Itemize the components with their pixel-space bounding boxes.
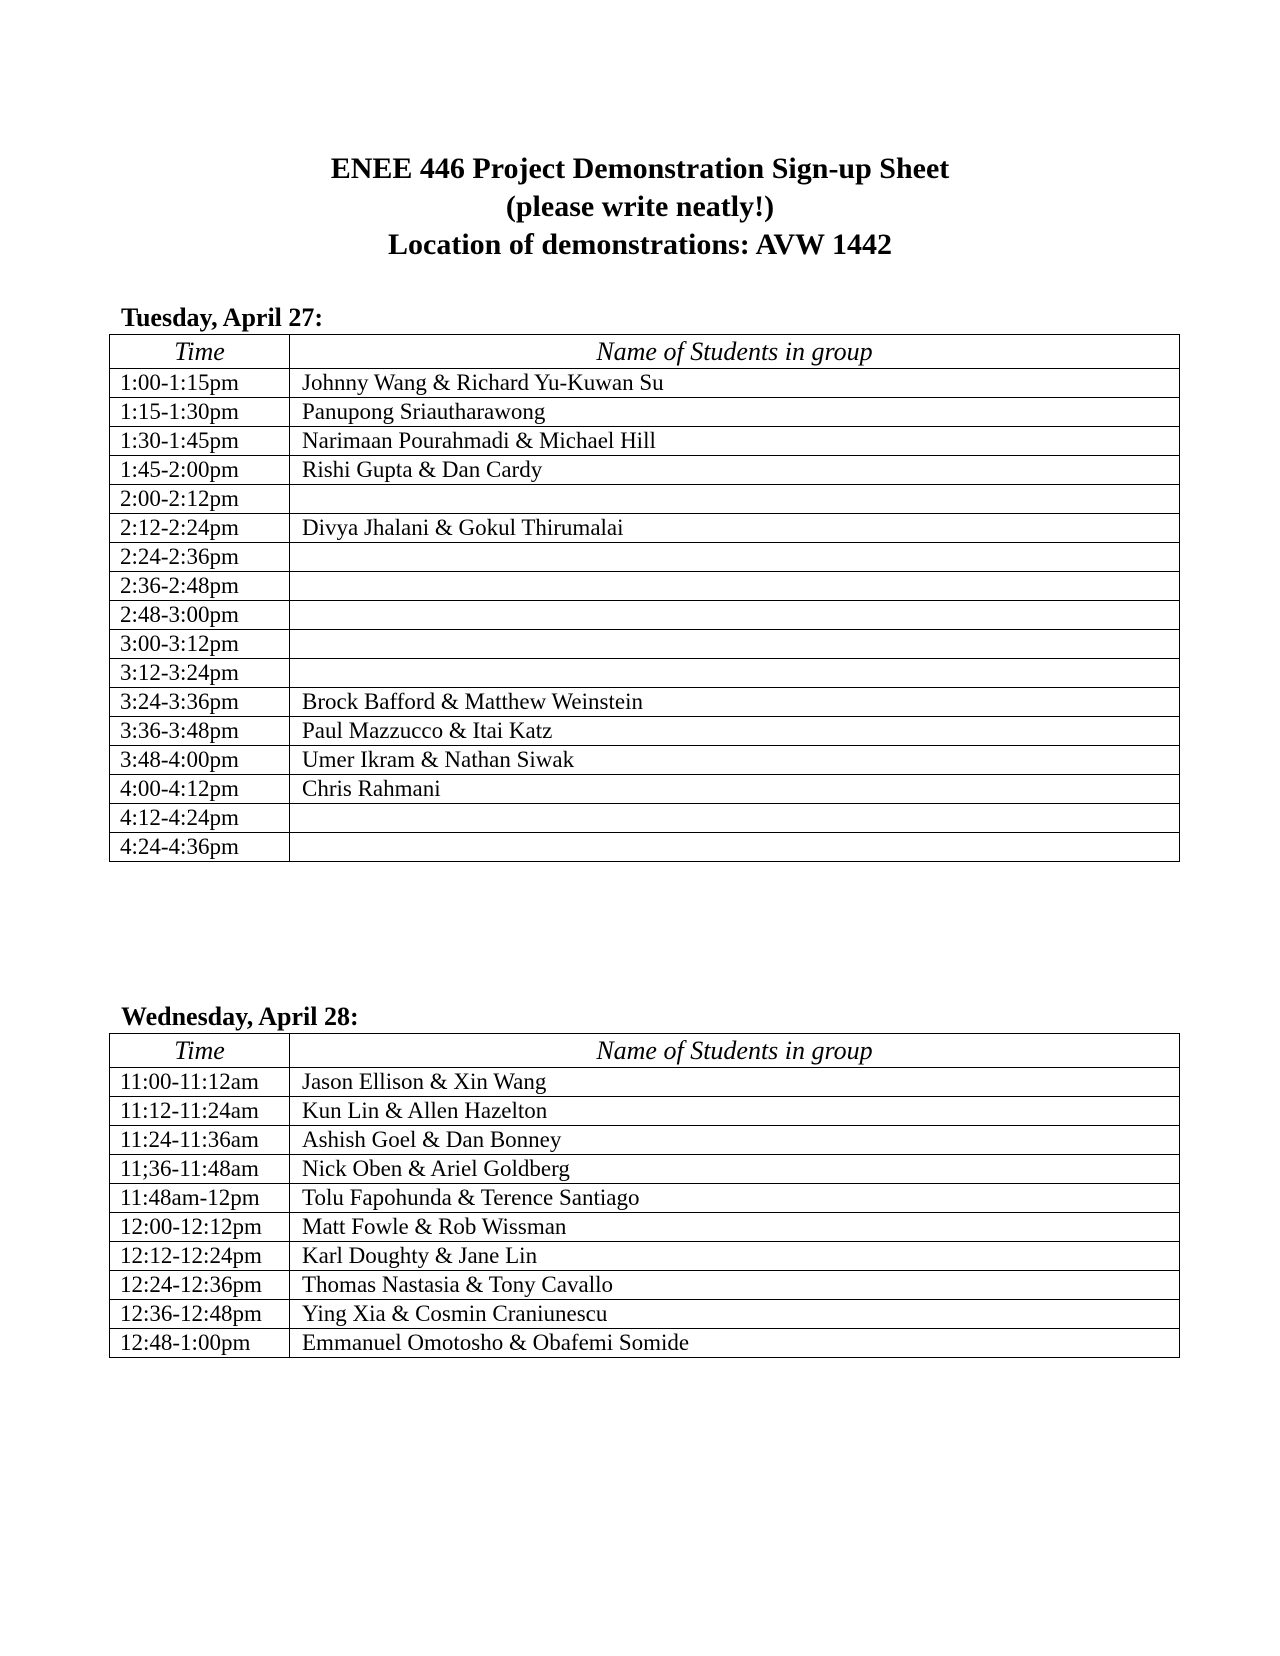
time-slot-cell: 1:45-2:00pm [110, 456, 290, 485]
time-slot-cell: 2:48-3:00pm [110, 601, 290, 630]
student-names-cell [290, 485, 1180, 514]
table-row [110, 572, 1180, 601]
table-row [110, 1184, 1180, 1213]
student-names-cell: Divya Jhalani & Gokul Thirumalai [290, 514, 1180, 543]
table-row [110, 601, 1180, 630]
time-slot-cell: 3:48-4:00pm [110, 746, 290, 775]
names-column-header: Name of Students in group [290, 335, 1180, 369]
title-line-2: (please write neatly!) [505, 190, 775, 223]
tuesday-rows [110, 369, 1180, 862]
time-slot-cell: 3:36-3:48pm [110, 717, 290, 746]
student-names-cell: Johnny Wang & Richard Yu-Kuwan Su [290, 369, 1180, 398]
student-names-cell [290, 630, 1180, 659]
student-names-cell [290, 833, 1180, 862]
table-row [110, 630, 1180, 659]
student-names-cell: Tolu Fapohunda & Terence Santiago [290, 1184, 1180, 1213]
names-column-header: Name of Students in group [290, 1034, 1180, 1068]
table-row [110, 1213, 1180, 1242]
student-names-cell: Jason Ellison & Xin Wang [290, 1068, 1180, 1097]
time-slot-cell: 12:36-12:48pm [110, 1300, 290, 1329]
student-names-cell [290, 659, 1180, 688]
tuesday-schedule-table [109, 334, 1180, 862]
table-row [110, 775, 1180, 804]
table-row [110, 427, 1180, 456]
table-row [110, 398, 1180, 427]
table-row [110, 1329, 1180, 1358]
time-slot-cell: 1:00-1:15pm [110, 369, 290, 398]
student-names-cell [290, 543, 1180, 572]
time-slot-cell: 4:00-4:12pm [110, 775, 290, 804]
time-slot-cell: 11:48am-12pm [110, 1184, 290, 1213]
table-row [110, 485, 1180, 514]
student-names-cell: Paul Mazzucco & Itai Katz [290, 717, 1180, 746]
table-row [110, 659, 1180, 688]
time-slot-cell: 1:30-1:45pm [110, 427, 290, 456]
student-names-cell: Narimaan Pourahmadi & Michael Hill [290, 427, 1180, 456]
time-slot-cell: 2:24-2:36pm [110, 543, 290, 572]
table-row [110, 1242, 1180, 1271]
table-row [110, 1300, 1180, 1329]
time-slot-cell: 4:12-4:24pm [110, 804, 290, 833]
tuesday-heading: Tuesday, April 27: [121, 303, 324, 332]
student-names-cell: Nick Oben & Ariel Goldberg [290, 1155, 1180, 1184]
time-slot-cell: 3:12-3:24pm [110, 659, 290, 688]
table-row [110, 1271, 1180, 1300]
student-names-cell: Chris Rahmani [290, 775, 1180, 804]
time-column-header: Time [110, 1034, 290, 1068]
time-column-header: Time [110, 335, 290, 369]
student-names-cell: Brock Bafford & Matthew Weinstein [290, 688, 1180, 717]
student-names-cell: Karl Doughty & Jane Lin [290, 1242, 1180, 1271]
table-row [110, 717, 1180, 746]
title-line-1: ENEE 446 Project Demonstration Sign-up Sheet [330, 152, 950, 185]
time-slot-cell: 11:12-11:24am [110, 1097, 290, 1126]
time-slot-cell: 12:24-12:36pm [110, 1271, 290, 1300]
time-slot-cell: 12:00-12:12pm [110, 1213, 290, 1242]
time-slot-cell: 1:15-1:30pm [110, 398, 290, 427]
time-slot-cell: 11;36-11:48am [110, 1155, 290, 1184]
student-names-cell [290, 804, 1180, 833]
table-row [110, 688, 1180, 717]
table-row [110, 1068, 1180, 1097]
wednesday-heading: Wednesday, April 28: [121, 1002, 359, 1031]
time-slot-cell: 12:48-1:00pm [110, 1329, 290, 1358]
time-slot-cell: 2:00-2:12pm [110, 485, 290, 514]
time-slot-cell: 12:12-12:24pm [110, 1242, 290, 1271]
time-slot-cell: 2:36-2:48pm [110, 572, 290, 601]
table-row [110, 804, 1180, 833]
wednesday-rows [110, 1068, 1180, 1358]
student-names-cell: Thomas Nastasia & Tony Cavallo [290, 1271, 1180, 1300]
table-row [110, 456, 1180, 485]
table-row [110, 543, 1180, 572]
student-names-cell: Matt Fowle & Rob Wissman [290, 1213, 1180, 1242]
title-line-3: Location of demonstrations: AVW 1442 [388, 228, 892, 261]
student-names-cell [290, 572, 1180, 601]
table-row [110, 1155, 1180, 1184]
table-row [110, 1097, 1180, 1126]
table-row [110, 1126, 1180, 1155]
student-names-cell: Emmanuel Omotosho & Obafemi Somide [290, 1329, 1180, 1358]
time-slot-cell: 11:24-11:36am [110, 1126, 290, 1155]
student-names-cell: Rishi Gupta & Dan Cardy [290, 456, 1180, 485]
student-names-cell: Ying Xia & Cosmin Craniunescu [290, 1300, 1180, 1329]
student-names-cell [290, 601, 1180, 630]
table-header-row [110, 335, 1180, 369]
table-row [110, 746, 1180, 775]
time-slot-cell: 11:00-11:12am [110, 1068, 290, 1097]
time-slot-cell: 4:24-4:36pm [110, 833, 290, 862]
table-row [110, 833, 1180, 862]
student-names-cell: Umer Ikram & Nathan Siwak [290, 746, 1180, 775]
time-slot-cell: 2:12-2:24pm [110, 514, 290, 543]
table-row [110, 514, 1180, 543]
student-names-cell: Panupong Sriautharawong [290, 398, 1180, 427]
student-names-cell: Kun Lin & Allen Hazelton [290, 1097, 1180, 1126]
time-slot-cell: 3:00-3:12pm [110, 630, 290, 659]
table-row [110, 369, 1180, 398]
table-header-row [110, 1034, 1180, 1068]
document-title [0, 150, 1280, 264]
student-names-cell: Ashish Goel & Dan Bonney [290, 1126, 1180, 1155]
time-slot-cell: 3:24-3:36pm [110, 688, 290, 717]
wednesday-schedule-table [109, 1033, 1180, 1358]
